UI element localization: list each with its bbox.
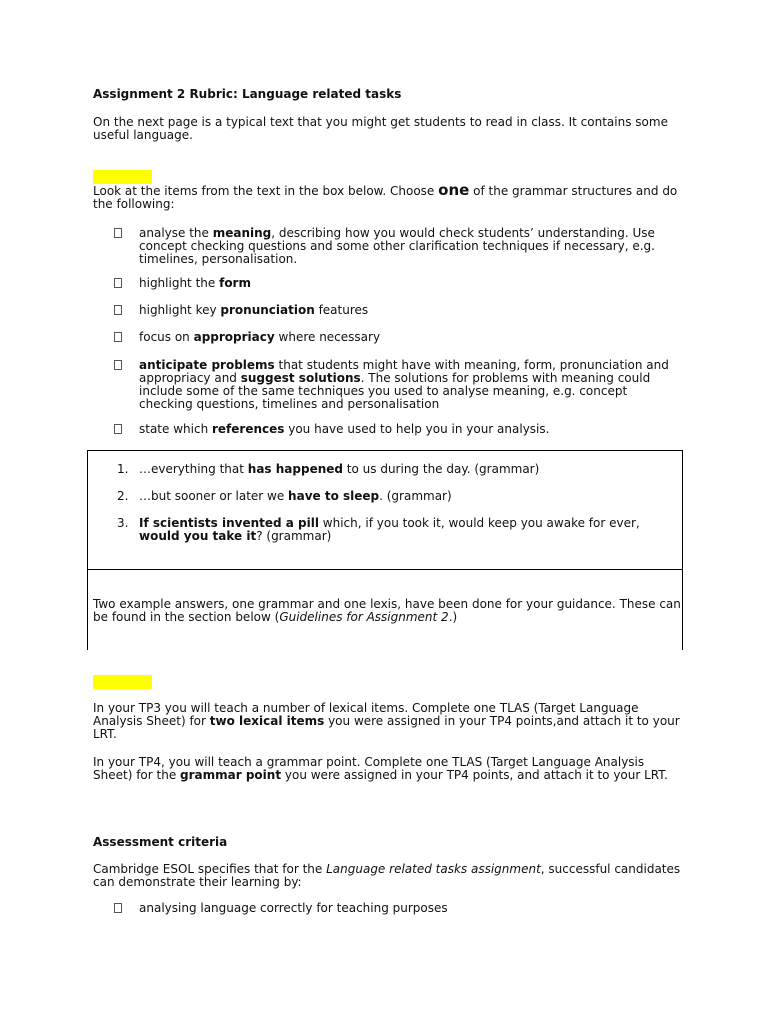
list-item: focus on appropriacy where necessary — [114, 331, 674, 344]
task-list-appropriacy — [114, 331, 674, 344]
tp4-paragraph: In your TP4, you will teach a grammar point. Complete one TLAS (Target Language Analysis Sheet) for the grammar point you were assigned in your TP4 points, and attach it to your LRT. — [93, 755, 668, 782]
list-item: analysing language correctly for teaching purposes — [114, 902, 674, 915]
bullet-box-icon — [114, 305, 122, 315]
highlight-marker-2 — [93, 675, 152, 689]
bullet-box-icon — [114, 228, 122, 238]
task-list-form — [114, 277, 674, 290]
highlight-marker-1 — [93, 170, 152, 184]
criteria-list — [114, 902, 674, 915]
list-item: highlight key pronunciation features — [114, 304, 674, 317]
criteria-heading: Assessment criteria — [93, 835, 228, 849]
page-title: Assignment 2 Rubric: Language related tasks — [93, 87, 402, 101]
task-list-problems — [114, 359, 674, 411]
list-item: 1. …everything that has happened to us during the day. (grammar) — [117, 462, 540, 476]
cambridge-paragraph: Cambridge ESOL specifies that for the Language related tasks assignment, successful candidates can demonstrate their learning by: — [93, 862, 681, 889]
guidance-paragraph: Two example answers, one grammar and one lexis, have been done for your guidance. These can be found in the section below (Guidelines for Assignment 2.) — [93, 597, 681, 624]
list-item: anticipate problems that students might have with meaning, form, pronunciation and appropriacy and suggest solutions. The solutions for problems with meaning could include some of the same techniques you used to analyse meaning, e.g. concept checking questions, timelines and personalisation — [114, 359, 674, 411]
bullet-box-icon — [114, 903, 122, 913]
example-item-2 — [113, 490, 683, 503]
task-list-pronunciation — [114, 304, 674, 317]
bullet-box-icon — [114, 332, 122, 342]
example-item-1 — [113, 463, 683, 476]
list-item: analyse the meaning, describing how you would check students’ understanding. Use concept checking questions and some other clarification techniques if necessary, e.g. timelines, personalisation. — [114, 227, 674, 266]
bullet-box-icon — [114, 424, 122, 434]
task-list-meaning — [114, 227, 674, 266]
bullet-box-icon — [114, 360, 122, 370]
list-item: 3. If scientists invented a pill which, if you took it, would keep you awake for ever, would you take it? (grammar) — [117, 516, 640, 543]
list-item: highlight the form — [114, 277, 674, 290]
task-list-references — [114, 423, 674, 436]
list-item: 2. …but sooner or later we have to sleep. (grammar) — [117, 489, 452, 503]
tp3-paragraph: In your TP3 you will teach a number of lexical items. Complete one TLAS (Target Language Analysis Sheet) for two lexical items you were assigned in your TP4 points,and attach it to your LRT. — [93, 701, 680, 741]
intro-paragraph: On the next page is a typical text that you might get students to read in class. It contains some useful language. — [93, 115, 668, 142]
list-item: state which references you have used to help you in your analysis. — [114, 423, 674, 436]
bullet-box-icon — [114, 278, 122, 288]
instructions-paragraph: Look at the items from the text in the box below. Choose one of the grammar structures and do the following: — [93, 181, 678, 211]
example-item-3 — [113, 517, 683, 543]
